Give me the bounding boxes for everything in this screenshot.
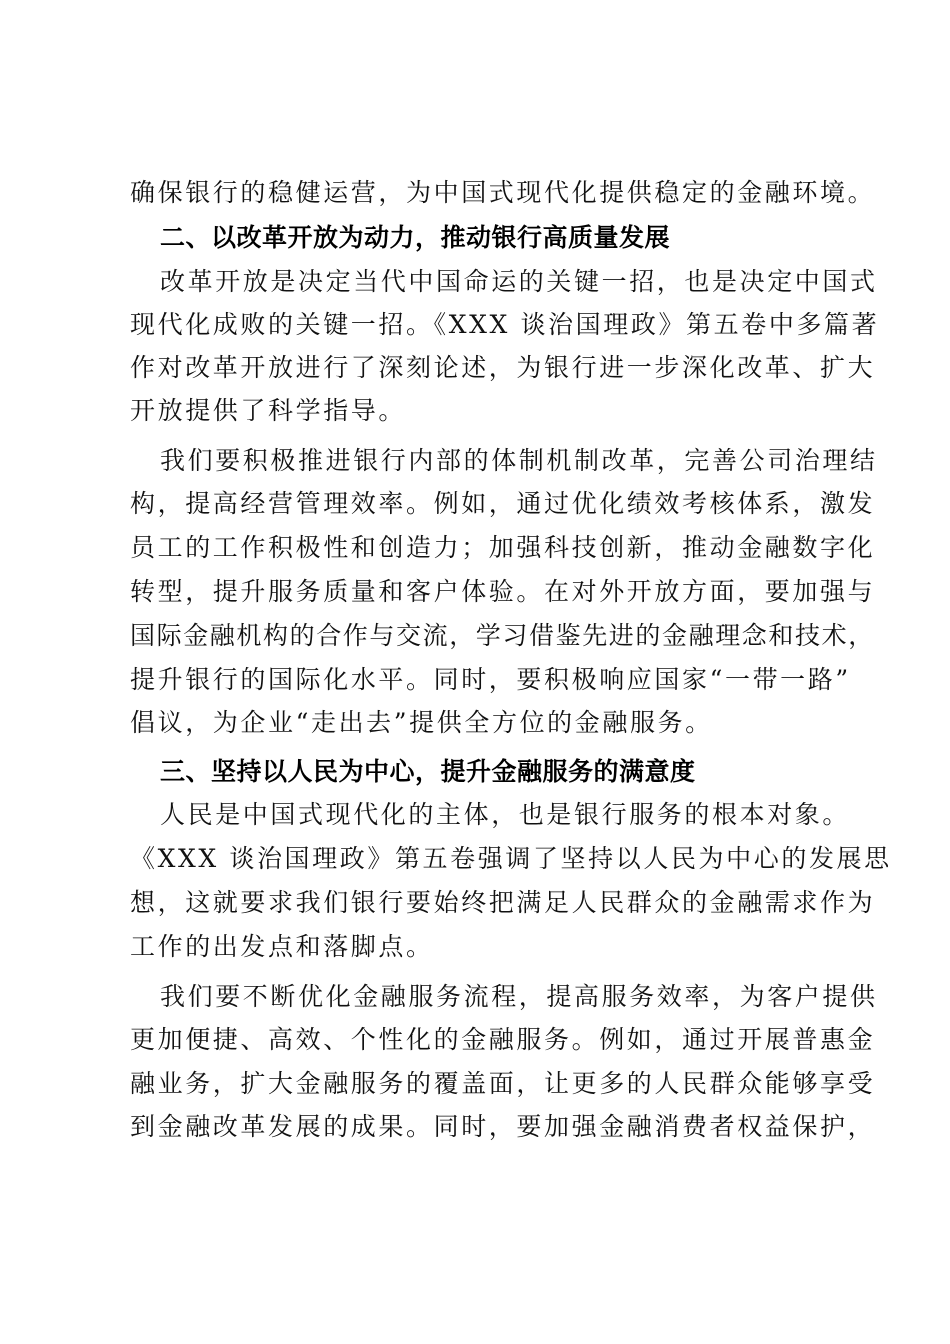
- section-heading-2: 二、以改革开放为动力，推动银行高质量发展: [160, 223, 671, 252]
- body-text-line: 构，提高经营管理效率。例如，通过优化绩效考核体系，激发: [130, 489, 876, 518]
- body-text-line: 开放提供了科学指导。: [130, 396, 407, 425]
- paragraph-start-line: 我们要不断优化金融服务流程，提高服务效率，为客户提供: [160, 982, 878, 1011]
- body-text-line: 《XXX 谈治国理政》第五卷强调了坚持以人民为中心的发展思: [130, 844, 892, 873]
- body-text-line: 工作的出发点和落脚点。: [130, 932, 434, 961]
- body-text-line: 国际金融机构的合作与交流，学习借鉴先进的金融理念和技术，: [130, 621, 875, 650]
- body-text-line: 倡议，为企业“走出去”提供全方位的金融服务。: [130, 708, 713, 737]
- body-text-line: 想，这就要求我们银行要始终把满足人民群众的金融需求作为: [130, 888, 876, 917]
- paragraph-start-line: 改革开放是决定当代中国命运的关键一招，也是决定中国式: [160, 267, 878, 296]
- body-text-line: 确保银行的稳健运营，为中国式现代化提供稳定的金融环境。: [130, 178, 876, 207]
- paragraph-start-line: 我们要积极推进银行内部的体制机制改革，完善公司治理结: [160, 446, 878, 475]
- body-text-line: 融业务，扩大金融服务的覆盖面，让更多的人民群众能够享受: [130, 1069, 876, 1098]
- body-text-line: 转型，提升服务质量和客户体验。在对外开放方面，要加强与: [130, 577, 876, 606]
- paragraph-start-line: 人民是中国式现代化的主体，也是银行服务的根本对象。: [160, 800, 851, 829]
- body-text-line: 提升银行的国际化水平。同时，要积极响应国家“一带一路”: [130, 665, 851, 694]
- body-text-line: 到金融改革发展的成果。同时，要加强金融消费者权益保护，: [130, 1112, 876, 1141]
- body-text-line: 员工的工作积极性和创造力；加强科技创新，推动金融数字化: [130, 533, 876, 562]
- section-heading-3: 三、坚持以人民为中心，提升金融服务的满意度: [160, 757, 696, 786]
- body-text-line: 现代化成败的关键一招。《XXX 谈治国理政》第五卷中多篇著: [130, 310, 880, 339]
- body-text-line: 更加便捷、高效、个性化的金融服务。例如，通过开展普惠金: [130, 1025, 876, 1054]
- body-text-line: 作对改革开放进行了深刻论述，为银行进一步深化改革、扩大: [130, 353, 876, 382]
